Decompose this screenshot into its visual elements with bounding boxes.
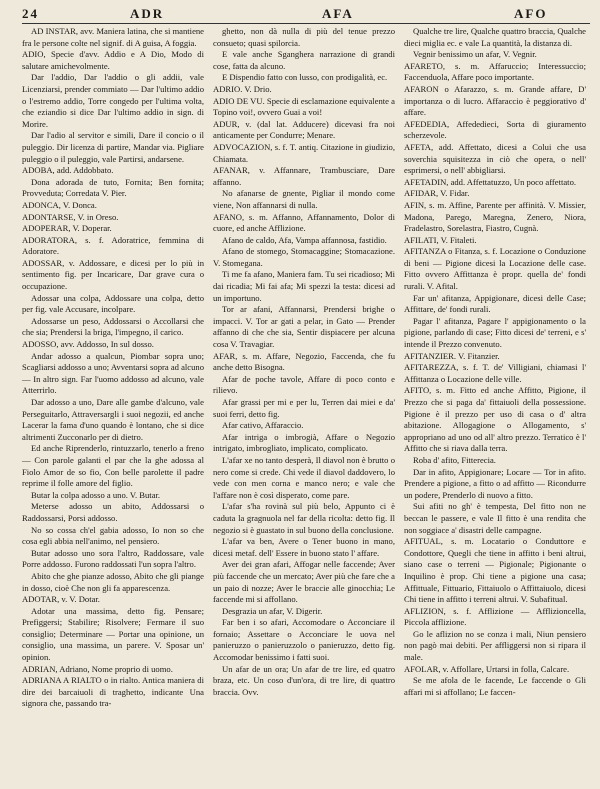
dictionary-entry: AFIN, s. m. Affine, Parente per affinità. V. Missier, Madona, Parego, Maregna, Zenero, Niora, Fradelastro, Sorelastra, Fiastro, Cugnà. (404, 199, 586, 234)
dictionary-entry: Butar adosso uno sora l'altro, Raddossare, vale Porre addosso. Furono raddossati l'un sopra l'altro. (22, 547, 204, 570)
dictionary-entry: ADRIO. V. Drio. (213, 83, 272, 94)
dictionary-entry: ADOPERAR, V. Doperar. (22, 223, 112, 234)
dictionary-entry: ADUR, v. (dal lat. Adducere) dicevasi fra noi anticamente per Condurre; Menare. (213, 118, 395, 141)
dictionary-entry: AFITANZIER. V. Fitanzier. (404, 350, 500, 361)
dictionary-entry: AFILATI, V. Fitaleti. (404, 234, 477, 245)
dictionary-entry: ghetto, non dà nulla di più del tenue prezzo consueto; quasi spilorcia. (213, 26, 395, 48)
dictionary-entry: Sui afiti no gh' è tempesta, Del fitto non ne beccan le passere, e vale Il fitto è una rendita che non soggiace a' disastri delle campagne. (404, 501, 586, 535)
dictionary-entry: AFITAREZZA, s. f. T. de' Villigiani, chiamasi l' Affittanza o Locazione delle ville. (404, 362, 586, 384)
dictionary-entry: ADVOCAZION, s. f. T. antiq. Citazione in giudizio, Chiamata. (213, 141, 395, 164)
column-left (22, 26, 204, 710)
dictionary-entry: AFARETO, s. m. Affaruccio; Interessuccio; Faccenduola, Affare poco importante. (404, 60, 586, 83)
dictionary-entry: No afanarse de gnente, Pigliar il mondo come viene, Non affannarsi di nulla. (213, 188, 395, 210)
running-head-right: AFO (514, 6, 548, 21)
dictionary-entry: ADONTARSE, V. in Oreso. (22, 211, 119, 222)
dictionary-entry: ADIO DE VU. Specie di esclamazione equivalente a Topino voi!, ovvero Guai a voi! (213, 95, 395, 118)
dictionary-entry: ADOSSO, avv. Addosso, In sul dosso. (22, 339, 154, 350)
dictionary-entry: Go le aflizion no se conza i mali, Niun pensiero non pagò mai debiti. Per affliggersi non si ripara il male. (404, 628, 586, 663)
dictionary-entry: Abito che ghe pianze adosso, Abito che gli piange in dosso, cioè Che non gli fa apparescenza. (22, 570, 204, 593)
dictionary-entry: AFLIZION, s. f. Afflizione — Afflizioncella, Piccola afflizione. (404, 605, 586, 628)
dictionary-entry: L'afar s'ha rovinà sul più belo, Appunto ci è caduta la gragnuola nel far della ricolta: detto fig. Il negozio si è guastato in sul buono della conclusione. (213, 501, 395, 535)
dictionary-entry: ADONCA, V. Donca. (22, 199, 97, 210)
header-rule (22, 23, 590, 24)
dictionary-entry: E vale anche Sganghera narrazione di grandi cose, fatta da alcuno. (213, 49, 395, 71)
dictionary-entry: AFARON o Afarazzo, s. m. Grande affare, D' importanza o di lucro. Affaraccio è peggiorativo d' affare. (404, 83, 586, 118)
dictionary-entry: Dona adorada de tuto, Fornita; Ben fornita; Provveduta; Corredata V. Pier. (22, 176, 204, 199)
dictionary-entry: Butar la colpa adosso a uno. V. Butar. (31, 489, 161, 500)
dictionary-entry: Afar de poche tavole, Affare di poco conto e rilievo. (213, 373, 395, 396)
dictionary-entry: ADIO, Specie d'avv. Addio e A Dio, Modo di salutare amichevolmente. (22, 49, 204, 71)
dictionary-entry: Afano de stomego, Stomacaggine; Stomacazione. V. Stomegana. (213, 246, 395, 268)
dictionary-entry: AFITO, s. m. Fitto ed anche Affitto, Pigione, il Prezzo che si paga da' fittaiuoli della possessione. Pigione è il prezzo per uso di casa o d' altra abitazione. Allogagione o Allogamento, s' appropriano ad uno od all' altro prezzo. Terratico è l' Affitto che si riava dalla terra. (404, 385, 586, 454)
dictionary-entry: No so cossa ch'el gabia adosso, Io non so che cosa egli abbia nell'animo, nel pensiero. (22, 524, 204, 547)
dictionary-entry: Qualche tre lire, Qualche quattro braccia, Qualche dieci miglia ec. e vale La quantità, la distanza di. (404, 26, 586, 48)
dictionary-entry: ADORATORA, s. f. Adoratrice, femmina di Adoratore. (22, 234, 204, 257)
dictionary-entry: Meterse adosso un abito, Addossarsi o Raddossarsi, Porsi addosso. (22, 501, 204, 523)
dictionary-entry: Afar grassi per mi e per lu, Terren dai miei e da' suoi ferri, detto fig. (213, 397, 395, 419)
column-center (213, 26, 395, 710)
dictionary-entry: Adossarse un peso, Addossarsi o Accollarsi che che sia; Prendersi la briga, l'impegno, il carico. (22, 315, 204, 338)
running-head-center: AFA (322, 6, 354, 21)
dictionary-entry: Roba d' afito, Fitterecia. (413, 454, 496, 465)
dictionary-entry: Andar adosso a qualcun, Piombar sopra uno; Scagliarsi addosso a uno; Avventarsi sopra ad alcuno — In altro sign. Far l'uomo addosso ad alcuno, vale Atterrirlo. (22, 350, 204, 396)
dictionary-entry: Un afar de un ora; Un afar de tre lire, ed quatro braza, etc. Un coso d'un'ora, di tre lire, di quattro braccia. Ovv. (213, 663, 395, 697)
page-number: 24 (22, 6, 39, 21)
dictionary-entry: Far ben i so afari, Accomodare o Acconciare il fornaio; Assettare o Acconciare le uova nel panieruzzo o panieruzzolo o panieruzzo, detto fig. Accomodar benissimo i fatti suoi. (213, 617, 395, 663)
dictionary-entry: AFEDEDIA, Affededieci, Sorta di giuramento scherzevole. (404, 118, 586, 141)
dictionary-entry: AFETADIN, add. Affettatuzzo, Un poco affettato. (404, 176, 577, 187)
dictionary-entry: AFOLAR, v. Affollare, Urtarsi in folla, Calcare. (404, 663, 570, 674)
dictionary-entry: Desgrazia un afar, V. Digerir. (222, 605, 323, 616)
dictionary-entry: Aver dei gran afari, Affogar nelle faccende; Aver più faccende che un mercato; Aver più che fare che a un paio di nozze; Aver le braccie alle ginocchia; Le faccende mi si affollano. (213, 559, 395, 605)
dictionary-entry: Afano de caldo, Afa, Vampa affannosa, fastidio. (222, 234, 387, 245)
dictionary-entry: Dar l'adio al servitor e simili, Dare il concio o il puleggio. Dir licenza di partire, Mandar via. Pigliare puleggio o il puleggio, vale Partirsi, andarsene. (22, 130, 204, 164)
dictionary-entry: L'afar xe no tanto desperà, Il diavol non è brutto o nero come si crede. Chi vede il diavol daddovero, lo vede con men corna e manco nero; e vale che l'affare non è così disperato, come pare. (213, 454, 395, 500)
dictionary-entry: AFETA, add. Affettato, dicesi a Colui che usa soverchia squisitezza in ciò che opera, o nell' esprimersi, o nell' abbigliarsi. (404, 141, 586, 176)
dictionary-entry: Dar adosso a uno, Dare alle gambe d'alcuno, vale Perseguitarlo, Attraversargli i suoi negozii, ed anche Lacerar la fama d'uno quando è lontano, che si dice altrimenti Zucconarlo per di dietro. (22, 397, 204, 442)
text-columns (22, 26, 590, 710)
dictionary-entry: ADRIAN, Adriano, Nome proprio di uomo. (22, 663, 173, 674)
dictionary-entry: Dar in afito, Appigionare; Locare — Tor in afito. Prendere a pigione, a fitto o ad affitto — Ricondurre un podere, Prenderlo di nuovo a fitto. (404, 466, 586, 500)
dictionary-entry: Se me afola de le facende, Le faccende o Gli affari mi si affollano; Le faccen- (404, 675, 586, 697)
dictionary-entry: E Dispendio fatto con lusso, con prodigalità, ec. (222, 72, 388, 83)
page-header (22, 6, 590, 22)
dictionary-entry: Far un' afitanza, Appigionare, dicesi delle Case; Affittare, de' fondi rurali. (404, 292, 586, 315)
dictionary-entry: AFANAR, v. Affannare, Trambusciare, Dare affanno. (213, 165, 395, 187)
dictionary-entry: Ti me fa afano, Maniera fam. Tu sei ricadioso; Mi dai ricadia; Mi fai afa; Mi spezzi la testa: dicesi ad un importuno. (213, 269, 395, 303)
dictionary-entry: ADOBA, add. Addobbato. (22, 165, 114, 176)
running-head-left: ADR (130, 6, 165, 21)
dictionary-entry: Tor ar afani, Affannarsi, Prendersi brighe o impacci. V. Tor ar gati a pelar, in Gato — Prender affanno di che che sia, Sentir dispiacere per alcuna cosa V. Travagiar. (213, 304, 395, 350)
dictionary-entry: Dar l'addio, Dar l'addio o gli addii, vale Licenziarsi, prender commiato — Dar l'ultimo addio o l'estremo addio, Torre congedo per l'ultima volta, che eziandio si dice Dar l'ultimo addio in sign. di Morire. (22, 72, 204, 129)
dictionary-entry: ADOTAR, v. V. Dotar. (22, 594, 100, 605)
dictionary-entry: Vegnir benissimo un afar, V. Vegnir. (413, 49, 537, 60)
dictionary-entry: Afar cativo, Affaraccio. (222, 420, 304, 431)
dictionary-entry: Pagar l' afitanza, Pagare l' appigionamento o la pigione, parlando di case; Fitto dicesi de' terreni, e s' intende il Prezzo convenuto. (404, 315, 586, 350)
dictionary-entry: AFITANZA o Fitanza, s. f. Locazione o Conduzione di beni — Pigione dicesi la Locazione delle case. Fitto ovvero Affittanza è propr. quella de' fondi rurali. V. Afital. (404, 246, 586, 292)
dictionary-entry: L'afar va ben, Avere o Tener buono in mano, dicesi metaf. dell' Essere in buono stato l' affare. (213, 536, 395, 558)
dictionary-entry: AFITUAL, s. m. Locatario o Conduttore e Condottore, Quegli che tiene in affitto i beni altrui, siano case o terreni — Pigionale; Pigionante o Inquilino è prop. Chi tiene a pigione una casa; Affittuale, Fittuario, Fittaiuolo o Affittaiuolo, dicesi Chi tiene in affitto i terreni altrui. V. Subafitual. (404, 536, 586, 605)
dictionary-entry: Ed anche Riprenderlo, rintuzzarlo, tenerlo a freno — Con parole galanti el par che la ghe adossa al Fiolo Amor de so fio, Con belle parolette il padre reprime il folle amore del figlio. (22, 443, 204, 489)
dictionary-entry: Afar intriga o imbrogià, Affare o Negozio intrigato, imbrogliato, implicato, complicato. (213, 431, 395, 454)
dictionary-entry: AFANO, s. m. Affanno, Affannamento, Dolor di cuore, ed anche Afflizione. (213, 211, 395, 234)
column-right (404, 26, 586, 710)
dictionary-entry: Adossar una colpa, Addossare una colpa, detto per fig. vale Accusare, incolpare. (22, 292, 204, 315)
dictionary-entry: AD INSTAR, avv. Maniera latina, che si mantiene fra le persone colte nel signif. di A guisa, A foggia. (22, 26, 204, 48)
dictionary-entry: AFAR, s. m. Affare, Negozio, Faccenda, che fu anche detto Bisogna. (213, 350, 395, 373)
dictionary-entry: AFIDAR, V. Fidar. (404, 188, 470, 199)
dictionary-entry: ADRIANA A RIALTO o in rialto. Antica maniera di dire dei barcaiuoli di traghetto, indicante Una signora che, passando tra- (22, 675, 204, 709)
dictionary-entry: ADOSSAR, v. Addossare, e dicesi per lo più in sentimento fig. per Incaricare, Dar grave cura o occupazione. (22, 257, 204, 292)
dictionary-entry: Adotar una massima, detto fig. Pensare; Prefiggersi; Stabilire; Risolvere; Fermare il suo consiglio; Determinare — Portar una opinione, un consiglio, una massima, un parere. V. Sposar un' opinion. (22, 605, 204, 663)
